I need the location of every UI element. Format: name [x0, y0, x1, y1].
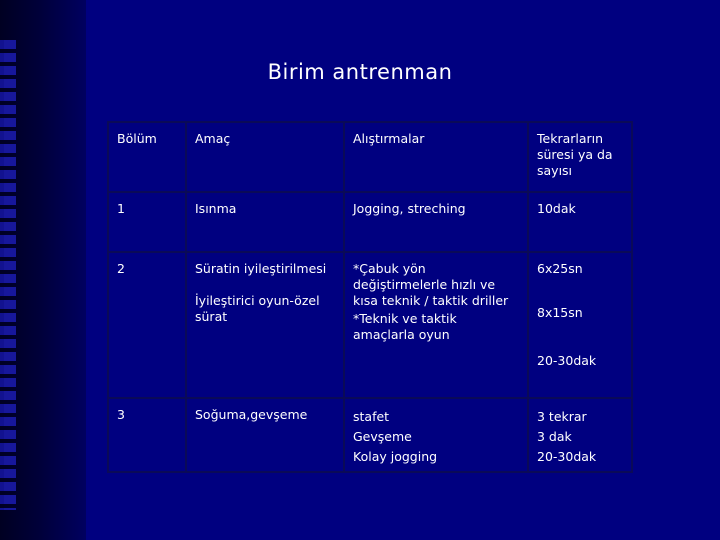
cell-exercises: [344, 192, 528, 252]
header-cell-purpose: Amaç: [186, 122, 344, 192]
exercise-text: Kolay jogging: [353, 449, 438, 464]
duration-text: 3 tekrar: [537, 409, 587, 424]
header-cell-duration: Tekrarların süresi ya da sayısı: [528, 122, 632, 192]
exercise-text: Gevşeme: [353, 429, 412, 444]
table-row: [108, 398, 632, 472]
exercise-text: *Çabuk yön değiştirmelerle hızlı ve kısa teknik / taktik driller: [353, 261, 509, 308]
header-cell-section: Bölüm: [108, 122, 186, 192]
decorative-square-strip-edge: [0, 40, 4, 510]
duration-text: 10dak: [537, 201, 576, 216]
cell-section: 1: [108, 192, 186, 252]
cell-section: 2: [108, 252, 186, 398]
table-row: [108, 192, 632, 252]
header-cell-exercises: Alıştırmalar: [344, 122, 528, 192]
exercise-text: stafet: [353, 409, 390, 424]
cell-duration: [528, 192, 632, 252]
purpose-text: Süratin iyileştirilmesi: [195, 261, 327, 276]
cell-exercises: [344, 252, 528, 398]
duration-text: 8x15sn: [537, 305, 583, 320]
duration-text: 6x25sn: [537, 261, 583, 276]
training-table: [107, 121, 633, 473]
cell-duration: [528, 398, 632, 472]
duration-text: 3 dak: [537, 429, 572, 444]
duration-text: 20-30dak: [537, 353, 597, 368]
cell-purpose: [186, 398, 344, 472]
purpose-text: Isınma: [195, 201, 237, 216]
duration-text: 20-30dak: [537, 449, 597, 464]
cell-purpose: [186, 252, 344, 398]
table-row: [108, 252, 632, 398]
exercise-text: Jogging, streching: [353, 201, 466, 216]
purpose-text: Soğuma,gevşeme: [195, 407, 308, 422]
purpose-text: İyileştirici oyun-özel sürat: [195, 293, 320, 324]
exercise-text: *Teknik ve taktik amaçlarla oyun: [353, 311, 457, 342]
slide-title: Birim antrenman: [267, 60, 453, 84]
cell-section: 3: [108, 398, 186, 472]
cell-purpose: [186, 192, 344, 252]
cell-exercises: [344, 398, 528, 472]
table-header-row: [108, 122, 632, 192]
cell-duration: [528, 252, 632, 398]
